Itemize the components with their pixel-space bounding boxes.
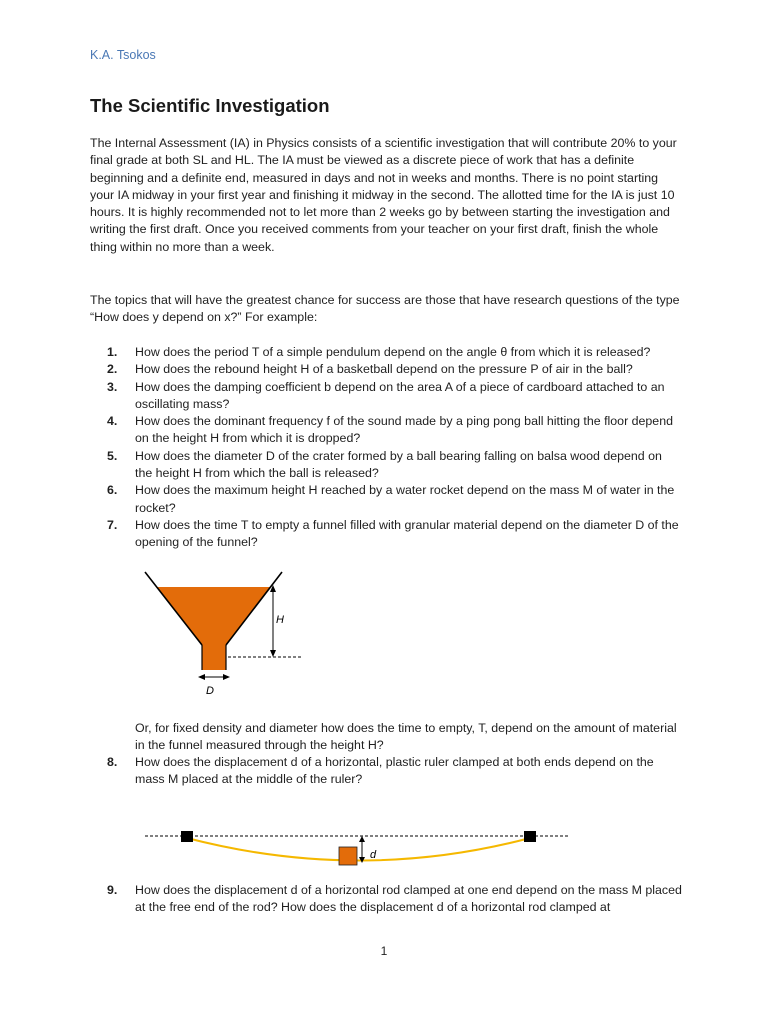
list-number: 4. [107, 414, 118, 429]
list-item [90, 361, 682, 378]
list-number: 2. [107, 362, 118, 377]
displacement-arrow-head-top [359, 836, 365, 842]
list-item [90, 413, 682, 448]
list-item [90, 517, 682, 552]
height-label: H [276, 614, 284, 626]
displacement-label: d [370, 849, 377, 861]
hanging-mass [339, 847, 357, 865]
diameter-arrow-head-left [198, 674, 205, 680]
question-text: How does the displacement d of a horizontal, plastic ruler clamped at both ends depend on the mass M placed at the middle of the ruler? [135, 755, 654, 787]
diameter-arrow-head-right [223, 674, 230, 680]
right-clamp [524, 831, 536, 842]
funnel-granular-fill [157, 587, 271, 670]
list-number: 6. [107, 483, 118, 498]
question-text: How does the period T of a simple pendulum depend on the angle θ from which it is released? [135, 345, 651, 359]
question-text: How does the damping coefficient b depend on the area A of a piece of cardboard attached to an oscillating mass? [135, 379, 665, 411]
intro-paragraph: The Internal Assessment (IA) in Physics consists of a scientific investigation that will contribute 20% to your final grade at both SL and HL. The IA must be viewed as a discrete piece of work that has a definite beginning and a definite end, measured in days and not in weeks and months. There is no point starting your IA midway in your first year and finishing it midway in the second. The allotted time for the IA is just 10 hours. It is highly recommended not to let more than 2 weeks go by between starting the investigation and writing the first draft. Once you received comments from your teacher on your first draft, finish the whole thing within no more than a week. [90, 136, 677, 254]
list-item [90, 344, 682, 361]
ruler-diagram [140, 825, 580, 875]
question-text: How does the dominant frequency f of the sound made by a ping pong ball hitting the floor depend on the height H from which it is dropped? [135, 414, 673, 446]
question-text: How does the time T to empty a funnel filled with granular material depend on the diameter D of the opening of the funnel? [135, 517, 679, 550]
question-list [90, 344, 682, 552]
diameter-label: D [206, 685, 214, 697]
list-number: 7. [107, 517, 118, 532]
question-text: How does the maximum height H reached by a water rocket depend on the mass M of water in the rocket? [135, 483, 675, 515]
list-item [90, 448, 682, 483]
author-header: K.A. Tsokos [90, 48, 156, 62]
left-clamp [181, 831, 193, 842]
list-number: 3. [107, 379, 118, 394]
list-number: 8. [107, 755, 118, 769]
list-number: 9. [107, 883, 118, 897]
followup-paragraph: Or, for fixed density and diameter how does the time to empty, T, depend on the amount of material in the funnel measured through the height H? [135, 721, 677, 753]
question-text: How does the diameter D of the crater formed by a ball bearing falling on balsa wood depend on the height H from which the ball is released? [135, 448, 662, 481]
list-item [90, 482, 682, 517]
topics-paragraph: The topics that will have the greatest chance for success are those that have research questions of the type “How does y depend on x?” For example: [90, 293, 680, 325]
list-item [90, 379, 682, 414]
bent-ruler [187, 838, 530, 861]
list-number: 5. [107, 448, 118, 463]
list-number: 1. [107, 345, 118, 359]
funnel-diagram [140, 565, 310, 700]
question-text: How does the rebound height H of a basketball depend on the pressure P of air in the ball? [135, 362, 633, 377]
page-number: 1 [380, 944, 388, 958]
question-text: How does the displacement d of a horizontal rod clamped at one end depend on the mass M placed at the free end of the rod? How does the displacement d of a horizontal rod clamped at [135, 883, 682, 915]
height-arrow-head-bottom [270, 650, 276, 657]
page-title: The Scientific Investigation [90, 95, 330, 116]
